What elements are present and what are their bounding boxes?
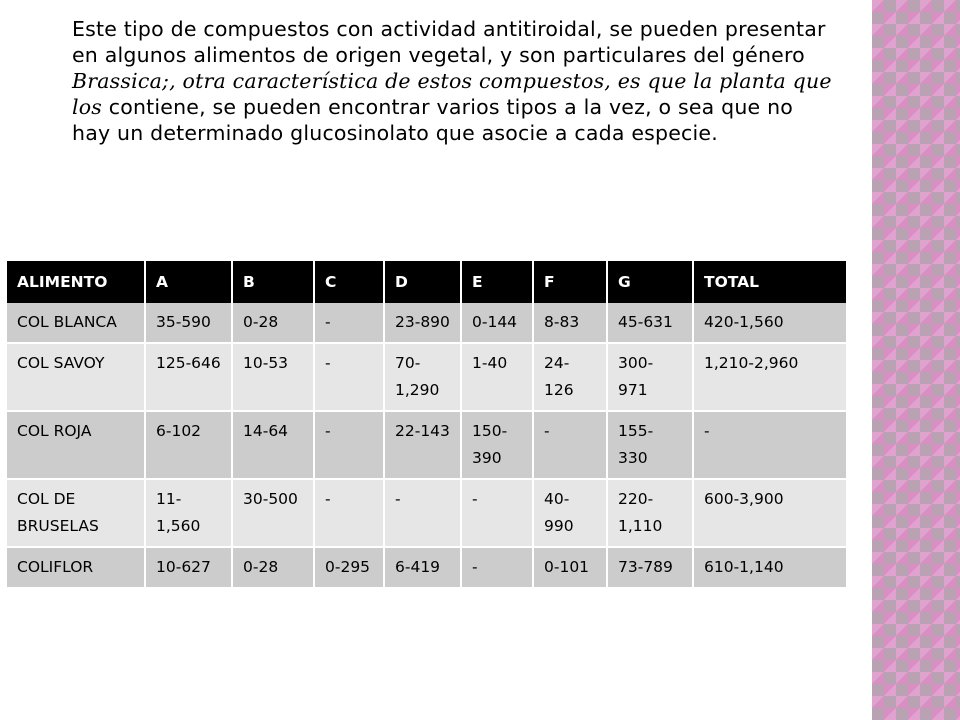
table-cell: 40-990 [533, 479, 607, 547]
column-header-total: TOTAL [693, 261, 846, 303]
table-cell: 300-971 [607, 343, 693, 411]
table-row [7, 479, 846, 547]
table-cell: 23-890 [384, 303, 461, 343]
table-cell: 0-28 [232, 303, 314, 343]
table-row [7, 547, 846, 588]
table-cell: - [314, 303, 384, 343]
table-cell: - [314, 343, 384, 411]
table-cell: 0-28 [232, 547, 314, 588]
glucosinolate-table [7, 261, 846, 589]
table-cell: - [693, 411, 846, 479]
table-cell: COL ROJA [7, 411, 145, 479]
table-cell: - [461, 479, 533, 547]
column-header-a: A [145, 261, 232, 303]
table-cell: 1-40 [461, 343, 533, 411]
table-cell: 70-1,290 [384, 343, 461, 411]
table-cell: 10-627 [145, 547, 232, 588]
table-cell: 10-53 [232, 343, 314, 411]
table-cell: 600-3,900 [693, 479, 846, 547]
table-row [7, 411, 846, 479]
table-cell: - [314, 411, 384, 479]
table-cell: - [314, 479, 384, 547]
table-cell: - [461, 547, 533, 588]
column-header-c: C [314, 261, 384, 303]
table-cell: 1,210-2,960 [693, 343, 846, 411]
table-cell: 610-1,140 [693, 547, 846, 588]
table-cell: - [533, 411, 607, 479]
table-cell: 220-1,110 [607, 479, 693, 547]
table-cell: 0-295 [314, 547, 384, 588]
table-cell: 125-646 [145, 343, 232, 411]
column-header-alimento: ALIMENTO [7, 261, 145, 303]
table-cell: 22-143 [384, 411, 461, 479]
table-cell: 0-101 [533, 547, 607, 588]
table-cell: 420-1,560 [693, 303, 846, 343]
table-header-row [7, 261, 846, 303]
table-cell: COL BLANCA [7, 303, 145, 343]
table-cell: 24-126 [533, 343, 607, 411]
column-header-b: B [232, 261, 314, 303]
table-cell: 11-1,560 [145, 479, 232, 547]
paragraph-text-1: Este tipo de compuestos con actividad antitiroidal, se pueden presentar en algunos alimentos de origen vegetal, y son particulares del género [72, 17, 826, 67]
table-cell: 30-500 [232, 479, 314, 547]
table-cell: 155-330 [607, 411, 693, 479]
table-cell: 8-83 [533, 303, 607, 343]
table-cell: 35-590 [145, 303, 232, 343]
decorative-side-pattern [872, 0, 960, 720]
column-header-d: D [384, 261, 461, 303]
column-header-e: E [461, 261, 533, 303]
paragraph-text-2: contiene, se pueden encontrar varios tipos a la vez, o sea que no hay un determinado glucosinolato que asocie a cada especie. [72, 95, 794, 145]
column-header-f: F [533, 261, 607, 303]
column-header-g: G [607, 261, 693, 303]
table-cell: - [384, 479, 461, 547]
table-cell: 14-64 [232, 411, 314, 479]
table-cell: 6-102 [145, 411, 232, 479]
table-cell: 6-419 [384, 547, 461, 588]
paragraph-italic-text: Brassica;, otra característica de estos compuestos, es que la planta que los [72, 69, 832, 119]
table-cell: COL SAVOY [7, 343, 145, 411]
table-cell: 73-789 [607, 547, 693, 588]
body-paragraph [72, 16, 832, 146]
table-cell: 45-631 [607, 303, 693, 343]
table-cell: COL DE BRUSELAS [7, 479, 145, 547]
table-cell: 0-144 [461, 303, 533, 343]
table-cell: COLIFLOR [7, 547, 145, 588]
table-row [7, 303, 846, 343]
table-row [7, 343, 846, 411]
table-cell: 150-390 [461, 411, 533, 479]
